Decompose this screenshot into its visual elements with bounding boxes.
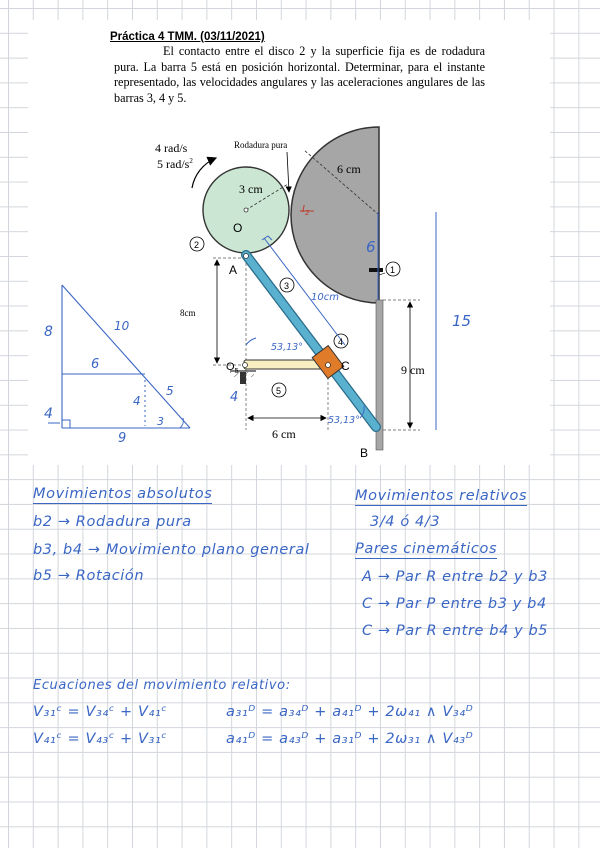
abs-motion-line-2: b3, b4 → Movimiento plano general xyxy=(33,542,310,558)
point-o-label: O xyxy=(233,221,243,235)
tri-hyp-10: 10 xyxy=(114,319,130,333)
tri-right-angle-mark xyxy=(62,420,70,428)
hw-angle-arc-a xyxy=(246,338,256,345)
tri-hyp-5: 5 xyxy=(166,384,174,398)
tri-left-8: 8 xyxy=(44,324,53,340)
point-o5-label: $O_5$ xyxy=(226,361,239,375)
body-5-label: 5 xyxy=(276,386,282,396)
hw-6-label: 6 xyxy=(366,238,376,256)
point-a-label: A xyxy=(229,263,238,277)
point-b-label: B xyxy=(360,446,369,460)
hw-i2-label: $I_2$ xyxy=(302,204,310,217)
abs-motion-line-3: b5 → Rotación xyxy=(33,568,145,584)
equation-2: V₄₁ᶜ = V₄₃ᶜ + V₃₁ᶜ xyxy=(33,731,168,747)
pair-line-3: C → Par R entre b4 y b5 xyxy=(362,623,549,639)
hw-5313-b-label: 53,13° xyxy=(328,415,360,426)
rolling-label: Rodadura pura xyxy=(234,140,288,150)
small-radius-label: 3 cm xyxy=(239,182,263,196)
joint-c xyxy=(326,363,331,368)
omega-label: 4 rad/s xyxy=(155,141,188,155)
tri-base-3: 3 xyxy=(157,415,164,428)
rolling-pointer xyxy=(287,152,289,192)
tri-vert-4: 4 xyxy=(133,394,141,408)
tri-base-9: 9 xyxy=(118,431,127,446)
problem-statement: El contacto entre el disco 2 y la superficie fija es de rodadura pura. La barra 5 está en posición horizontal. Determinar, para el instante representado, las velocidades angulares y las aceleraciones angulares de las barras 3, 4 y 5. xyxy=(114,44,485,105)
body-1-label: 1 xyxy=(390,265,396,275)
rel-motions-title: Movimientos relativos xyxy=(355,488,528,504)
dim-9cm-label: 9 cm xyxy=(401,363,425,377)
body-3-label: 3 xyxy=(284,281,290,291)
hw-10cm-label: 10cm xyxy=(311,292,339,303)
tri-left-4: 4 xyxy=(44,406,53,422)
body-2-label: 2 xyxy=(194,240,200,250)
callout-1-leader xyxy=(379,273,385,275)
joint-o5 xyxy=(243,363,248,368)
hw-5313-a-label: 53,13° xyxy=(271,342,303,353)
problem-title: Práctica 4 TMM. (03/11/2021) xyxy=(110,31,265,43)
equation-4: a₄₁ᴰ = a₄₃ᴰ + a₃₁ᴰ + 2ω₃₁ ∧ V₄₃ᴰ xyxy=(226,731,474,747)
point-c-label: C xyxy=(341,359,350,373)
hw-15-label: 15 xyxy=(452,312,472,330)
abs-motions-title: Movimientos absolutos xyxy=(33,486,213,502)
dim-8cm-label: 8cm xyxy=(180,308,196,318)
large-radius-label: 6 cm xyxy=(337,162,361,176)
equation-3: a₃₁ᴰ = a₃₄ᴰ + a₄₁ᴰ + 2ω₄₁ ∧ V₃₄ᴰ xyxy=(226,704,474,720)
pair-line-2: C → Par P entre b3 y b4 xyxy=(362,596,547,612)
tri-mid-6: 6 xyxy=(91,357,100,372)
hw-4-label: 4 xyxy=(230,390,239,405)
rel-motion-pair: 3/4 ó 4/3 xyxy=(370,514,441,530)
abs-motion-line-1: b2 → Rodadura pura xyxy=(33,514,192,530)
joint-a xyxy=(244,254,249,259)
disc-center xyxy=(244,208,248,212)
pair-line-1: A → Par R entre b2 y b3 xyxy=(362,569,548,585)
body-4-label: 4 xyxy=(338,337,344,347)
equation-1: V₃₁ᶜ = V₃₄ᶜ + V₄₁ᶜ xyxy=(33,704,168,720)
dim-6cm-label: 6 cm xyxy=(272,427,296,441)
alpha-label: 5 rad/$s^2$ xyxy=(157,157,193,171)
guide-support xyxy=(369,268,383,272)
pairs-title: Pares cinemáticos xyxy=(355,541,498,557)
tri-hypotenuse xyxy=(62,285,190,428)
equations-title: Ecuaciones del movimiento relativo: xyxy=(33,678,291,693)
